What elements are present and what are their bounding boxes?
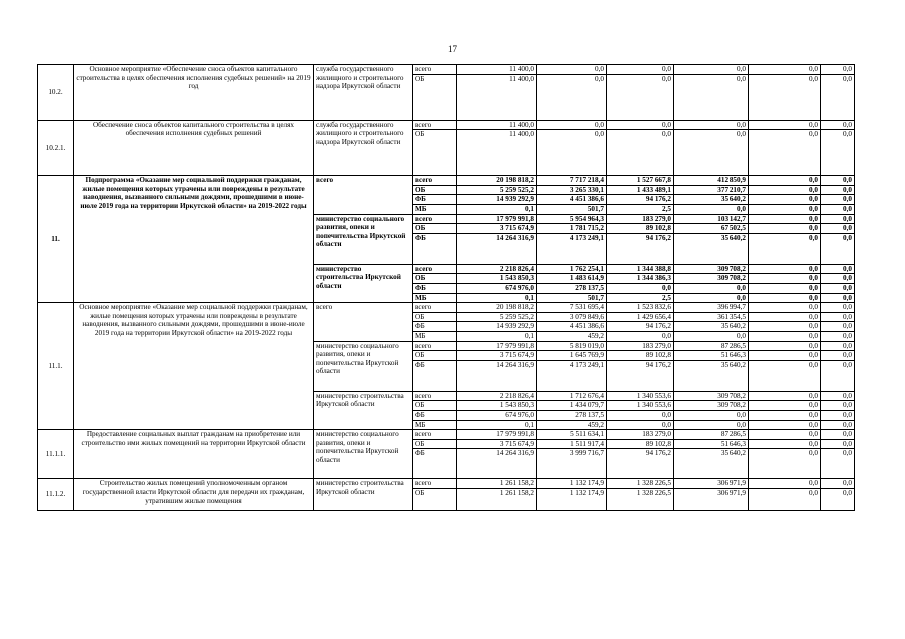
- value-extra: 0,0: [821, 411, 855, 421]
- value-2021: 306 971,9: [674, 479, 749, 489]
- value-2022: 0,0: [749, 195, 821, 205]
- row-number: 11.1.: [38, 303, 74, 430]
- row-title: Подпрограмма «Оказание мер социальной поддержки гражданам, жилые помещения которых утрачены или повреждены в результате наводнения, вызванного сильными дождями, прошедшими в июне-июле 2019 года на территории Иркутской области» на 2019-2022 годы: [74, 176, 314, 303]
- source-label: всего: [413, 430, 457, 440]
- source-label: ОБ: [413, 439, 457, 449]
- source-label: ОБ: [413, 130, 457, 176]
- value-2020: 1 328 226,5: [607, 489, 674, 511]
- value-2022: 0,0: [749, 214, 821, 224]
- value-2022: 0,0: [749, 224, 821, 234]
- row-title: Предоставление социальных выплат гражданам на приобретение или строительство ими жилых помещений на территории Иркутской области: [74, 430, 314, 479]
- value-extra: 0,0: [821, 449, 855, 479]
- row-number: 11.1.1.: [38, 430, 74, 479]
- value-2020: 183 279,0: [607, 430, 674, 440]
- value-2019: 459,2: [537, 332, 607, 342]
- source-label: всего: [413, 214, 457, 224]
- value-extra: 0,0: [821, 224, 855, 234]
- value-2021: 0,0: [674, 293, 749, 303]
- row-title: Обеспечение сноса объектов капитального строительства в целях обеспечения исполнения судебных решений: [74, 120, 314, 176]
- value-2019: 7 531 695,4: [537, 303, 607, 313]
- source-label: ФБ: [413, 360, 457, 369]
- value-2020: 183 279,0: [607, 214, 674, 224]
- value-2022: 0,0: [749, 411, 821, 421]
- value-2019: 459,2: [537, 420, 607, 430]
- value-total: 5 259 525,2: [457, 185, 537, 195]
- source-label: МБ: [413, 332, 457, 342]
- value-total: 17 979 991,8: [457, 214, 537, 224]
- executor: служба государственного жилищного и строительного надзора Иркутской области: [314, 120, 413, 176]
- value-extra: 0,0: [821, 430, 855, 440]
- source-label: ФБ: [413, 195, 457, 205]
- row-title: Строительство жилых помещений уполномоченным органом государственной власти Иркутской области для передачи их гражданам, утратившим жилые помещения: [74, 479, 314, 511]
- table-row: [38, 120, 855, 130]
- value-total: 1 543 850,3: [457, 401, 537, 411]
- value-extra: 0,0: [821, 360, 855, 369]
- value-2021: 103 142,7: [674, 214, 749, 224]
- value-2021: 309 708,2: [674, 401, 749, 411]
- value-total: 17 979 991,8: [457, 430, 537, 440]
- value-extra: 0,0: [821, 185, 855, 195]
- value-extra: 0,0: [821, 274, 855, 284]
- value-2021: 35 640,2: [674, 233, 749, 242]
- source-label: ФБ: [413, 411, 457, 421]
- source-label: МБ: [413, 293, 457, 303]
- value-extra: 0,0: [821, 479, 855, 489]
- value-2022: 0,0: [749, 120, 821, 130]
- value-2022: 0,0: [749, 341, 821, 351]
- row-number: 11.: [38, 176, 74, 303]
- source-label: всего: [413, 65, 457, 75]
- executor: министерство социального развития, опеки и попечительства Иркутской области: [314, 341, 413, 391]
- value-extra: 0,0: [821, 65, 855, 75]
- table-row: [38, 479, 855, 489]
- value-2020: 1 344 388,8: [607, 264, 674, 274]
- value-2019: 5 819 019,0: [537, 341, 607, 351]
- table-row: [38, 430, 855, 440]
- value-extra: 0,0: [821, 312, 855, 322]
- value-2020: 94 176,2: [607, 233, 674, 242]
- source-label: всего: [413, 479, 457, 489]
- value-2020: 0,0: [607, 65, 674, 75]
- source-label: ОБ: [413, 274, 457, 284]
- value-extra: 0,0: [821, 284, 855, 294]
- value-extra: 0,0: [821, 176, 855, 186]
- value-2020: 0,0: [607, 74, 674, 120]
- value-2020: 1 433 489,1: [607, 185, 674, 195]
- value-2021: 396 994,7: [674, 303, 749, 313]
- value-2020: 89 102,8: [607, 439, 674, 449]
- value-2022: 0,0: [749, 489, 821, 511]
- value-2019: 3 265 330,1: [537, 185, 607, 195]
- value-extra: 0,0: [821, 322, 855, 332]
- value-2019: 0,0: [537, 130, 607, 176]
- value-total: 3 715 674,9: [457, 351, 537, 361]
- value-2021: 309 708,2: [674, 264, 749, 274]
- source-label: ФБ: [413, 322, 457, 332]
- source-label: МБ: [413, 204, 457, 214]
- value-2019: 0,0: [537, 65, 607, 75]
- value-extra: 0,0: [821, 74, 855, 120]
- value-2019: 1 434 079,7: [537, 401, 607, 411]
- value-total: 14 264 316,9: [457, 449, 537, 479]
- value-extra: 0,0: [821, 204, 855, 214]
- source-label: ОБ: [413, 185, 457, 195]
- value-2021: 0,0: [674, 420, 749, 430]
- value-total: 0,1: [457, 293, 537, 303]
- value-2020: 94 176,2: [607, 322, 674, 332]
- value-2022: 0,0: [749, 303, 821, 313]
- value-2022: 0,0: [749, 274, 821, 284]
- source-label: всего: [413, 120, 457, 130]
- value-extra: 0,0: [821, 489, 855, 511]
- value-2020: 1 344 386,3: [607, 274, 674, 284]
- value-2020: 0,0: [607, 332, 674, 342]
- value-total: 14 264 316,9: [457, 233, 537, 242]
- row-number: 10.2.1.: [38, 120, 74, 176]
- value-2019: 4 451 386,6: [537, 195, 607, 205]
- value-total: 11 400,0: [457, 65, 537, 75]
- value-total: 20 198 818,2: [457, 303, 537, 313]
- value-2020: 1 328 226,5: [607, 479, 674, 489]
- executor: всего: [314, 303, 413, 341]
- value-2019: 3 999 716,7: [537, 449, 607, 479]
- value-total: 11 400,0: [457, 74, 537, 120]
- value-2022: 0,0: [749, 430, 821, 440]
- value-extra: 0,0: [821, 195, 855, 205]
- value-2022: 0,0: [749, 420, 821, 430]
- value-2021: 51 646,3: [674, 439, 749, 449]
- value-2020: 0,0: [607, 411, 674, 421]
- value-2019: 1 762 254,1: [537, 264, 607, 274]
- value-2019: 0,0: [537, 120, 607, 130]
- value-2022: 0,0: [749, 449, 821, 479]
- source-label: ФБ: [413, 233, 457, 242]
- value-2022: 0,0: [749, 479, 821, 489]
- value-2021: 87 286,5: [674, 430, 749, 440]
- value-total: 14 264 316,9: [457, 360, 537, 369]
- value-total: 3 715 674,9: [457, 224, 537, 234]
- table-row: [38, 65, 855, 75]
- source-label: ФБ: [413, 284, 457, 294]
- value-2019: 4 451 386,6: [537, 322, 607, 332]
- value-total: 0,1: [457, 420, 537, 430]
- source-label: всего: [413, 264, 457, 274]
- value-total: 1 261 158,2: [457, 489, 537, 511]
- source-label: ОБ: [413, 351, 457, 361]
- value-2022: 0,0: [749, 204, 821, 214]
- value-extra: 0,0: [821, 130, 855, 176]
- value-2022: 0,0: [749, 322, 821, 332]
- budget-table: [37, 64, 855, 511]
- value-2021: 0,0: [674, 332, 749, 342]
- value-2022: 0,0: [749, 65, 821, 75]
- value-2020: 1 523 832,6: [607, 303, 674, 313]
- value-total: 2 218 826,4: [457, 391, 537, 401]
- value-2021: 377 210,7: [674, 185, 749, 195]
- value-2022: 0,0: [749, 264, 821, 274]
- value-2021: 0,0: [674, 204, 749, 214]
- value-total: 674 976,0: [457, 284, 537, 294]
- value-2019: 1 132 174,9: [537, 479, 607, 489]
- value-2019: 5 954 964,3: [537, 214, 607, 224]
- executor: всего: [314, 176, 413, 214]
- page-number: 17: [448, 44, 457, 54]
- value-2021: 35 640,2: [674, 360, 749, 369]
- value-2021: 412 850,9: [674, 176, 749, 186]
- value-2019: 1 645 769,9: [537, 351, 607, 361]
- value-2020: 94 176,2: [607, 360, 674, 369]
- value-2022: 0,0: [749, 233, 821, 242]
- value-2019: 5 511 634,1: [537, 430, 607, 440]
- executor: министерство строительства Иркутской области: [314, 264, 413, 302]
- value-2020: 183 279,0: [607, 341, 674, 351]
- source-label: ОБ: [413, 224, 457, 234]
- value-extra: 0,0: [821, 214, 855, 224]
- value-2020: 0,0: [607, 130, 674, 176]
- value-extra: 0,0: [821, 391, 855, 401]
- value-2019: 1 132 174,9: [537, 489, 607, 511]
- value-2019: 0,0: [537, 74, 607, 120]
- value-2021: 0,0: [674, 130, 749, 176]
- value-2022: 0,0: [749, 176, 821, 186]
- value-total: 20 198 818,2: [457, 176, 537, 186]
- value-extra: 0,0: [821, 401, 855, 411]
- value-2022: 0,0: [749, 351, 821, 361]
- executor: министерство социального развития, опеки и попечительства Иркутской области: [314, 214, 413, 264]
- row-number: 11.1.2.: [38, 479, 74, 511]
- value-extra: 0,0: [821, 439, 855, 449]
- value-2022: 0,0: [749, 74, 821, 120]
- value-2021: 35 640,2: [674, 449, 749, 479]
- value-2019: 278 137,5: [537, 411, 607, 421]
- value-2019: 1 712 676,4: [537, 391, 607, 401]
- value-total: 1 261 158,2: [457, 479, 537, 489]
- value-total: 14 939 292,9: [457, 322, 537, 332]
- source-label: ОБ: [413, 312, 457, 322]
- value-total: 17 979 991,8: [457, 341, 537, 351]
- value-2019: 1 483 614,9: [537, 274, 607, 284]
- value-2022: 0,0: [749, 185, 821, 195]
- value-2019: 4 173 249,1: [537, 360, 607, 369]
- value-2019: 278 137,5: [537, 284, 607, 294]
- value-2021: 51 646,3: [674, 351, 749, 361]
- value-2021: 361 354,5: [674, 312, 749, 322]
- source-label: ОБ: [413, 74, 457, 120]
- value-2020: 0,0: [607, 284, 674, 294]
- executor: министерство социального развития, опеки и попечительства Иркутской области: [314, 430, 413, 479]
- value-2022: 0,0: [749, 401, 821, 411]
- value-extra: 0,0: [821, 351, 855, 361]
- value-total: 5 259 525,2: [457, 312, 537, 322]
- value-2022: 0,0: [749, 332, 821, 342]
- value-2021: 306 971,9: [674, 489, 749, 511]
- value-2021: 0,0: [674, 74, 749, 120]
- value-2020: 89 102,8: [607, 351, 674, 361]
- value-total: 1 543 850,3: [457, 274, 537, 284]
- value-2020: 2,5: [607, 204, 674, 214]
- source-label: всего: [413, 341, 457, 351]
- value-extra: 0,0: [821, 264, 855, 274]
- value-total: 3 715 674,9: [457, 439, 537, 449]
- value-2020: 94 176,2: [607, 195, 674, 205]
- value-total: 11 400,0: [457, 130, 537, 176]
- value-2021: 35 640,2: [674, 195, 749, 205]
- value-extra: 0,0: [821, 120, 855, 130]
- value-extra: 0,0: [821, 420, 855, 430]
- value-2020: 1 527 667,8: [607, 176, 674, 186]
- value-2021: 0,0: [674, 65, 749, 75]
- value-2021: 0,0: [674, 120, 749, 130]
- source-label: всего: [413, 391, 457, 401]
- value-2022: 0,0: [749, 439, 821, 449]
- value-2021: 0,0: [674, 284, 749, 294]
- value-2019: 501,7: [537, 293, 607, 303]
- value-2020: 89 102,8: [607, 224, 674, 234]
- value-2022: 0,0: [749, 391, 821, 401]
- value-2019: 1 781 715,2: [537, 224, 607, 234]
- source-label: МБ: [413, 420, 457, 430]
- value-extra: 0,0: [821, 341, 855, 351]
- value-2020: 1 340 553,6: [607, 391, 674, 401]
- row-title: Основное мероприятие «Обеспечение сноса объектов капитального строительства в целях обеспечения исполнения судебных решений» на 2019 год: [74, 65, 314, 121]
- source-label: всего: [413, 303, 457, 313]
- table-row: [38, 176, 855, 186]
- value-total: 674 976,0: [457, 411, 537, 421]
- value-total: 2 218 826,4: [457, 264, 537, 274]
- value-2019: 1 511 917,4: [537, 439, 607, 449]
- value-total: 11 400,0: [457, 120, 537, 130]
- value-2022: 0,0: [749, 293, 821, 303]
- value-2020: 0,0: [607, 120, 674, 130]
- value-2022: 0,0: [749, 312, 821, 322]
- value-2020: 2,5: [607, 293, 674, 303]
- value-2021: 309 708,2: [674, 391, 749, 401]
- value-2021: 67 502,5: [674, 224, 749, 234]
- value-extra: 0,0: [821, 303, 855, 313]
- executor: министерство строительства Иркутской области: [314, 479, 413, 511]
- source-label: ОБ: [413, 489, 457, 511]
- table-row: [38, 303, 855, 313]
- source-label: всего: [413, 176, 457, 186]
- value-2022: 0,0: [749, 130, 821, 176]
- value-2020: 94 176,2: [607, 449, 674, 479]
- value-2019: 7 717 218,4: [537, 176, 607, 186]
- row-title: Основное мероприятие «Оказание мер социальной поддержки гражданам, жилые помещения которых утрачены или повреждены в результате наводнения, вызванного сильными дождями, прошедшими в июне-июле 2019 года на территории Иркутской области» на 2019-2022 годы: [74, 303, 314, 430]
- value-2019: 4 173 249,1: [537, 233, 607, 242]
- value-2020: 1 429 656,4: [607, 312, 674, 322]
- source-label: ОБ: [413, 401, 457, 411]
- value-total: 14 939 292,9: [457, 195, 537, 205]
- value-2022: 0,0: [749, 360, 821, 369]
- row-number: 10.2.: [38, 65, 74, 121]
- value-2020: 1 340 553,6: [607, 401, 674, 411]
- value-2021: 0,0: [674, 411, 749, 421]
- value-extra: 0,0: [821, 332, 855, 342]
- value-2019: 501,7: [537, 204, 607, 214]
- source-label: ФБ: [413, 449, 457, 479]
- value-2022: 0,0: [749, 284, 821, 294]
- value-2020: 0,0: [607, 420, 674, 430]
- value-extra: 0,0: [821, 233, 855, 242]
- value-2021: 87 286,5: [674, 341, 749, 351]
- value-total: 0,1: [457, 204, 537, 214]
- value-2021: 309 708,2: [674, 274, 749, 284]
- value-total: 0,1: [457, 332, 537, 342]
- value-2021: 35 640,2: [674, 322, 749, 332]
- executor: министерство строительства Иркутской области: [314, 391, 413, 429]
- value-extra: 0,0: [821, 293, 855, 303]
- executor: служба государственного жилищного и строительного надзора Иркутской области: [314, 65, 413, 121]
- value-2019: 3 079 849,6: [537, 312, 607, 322]
